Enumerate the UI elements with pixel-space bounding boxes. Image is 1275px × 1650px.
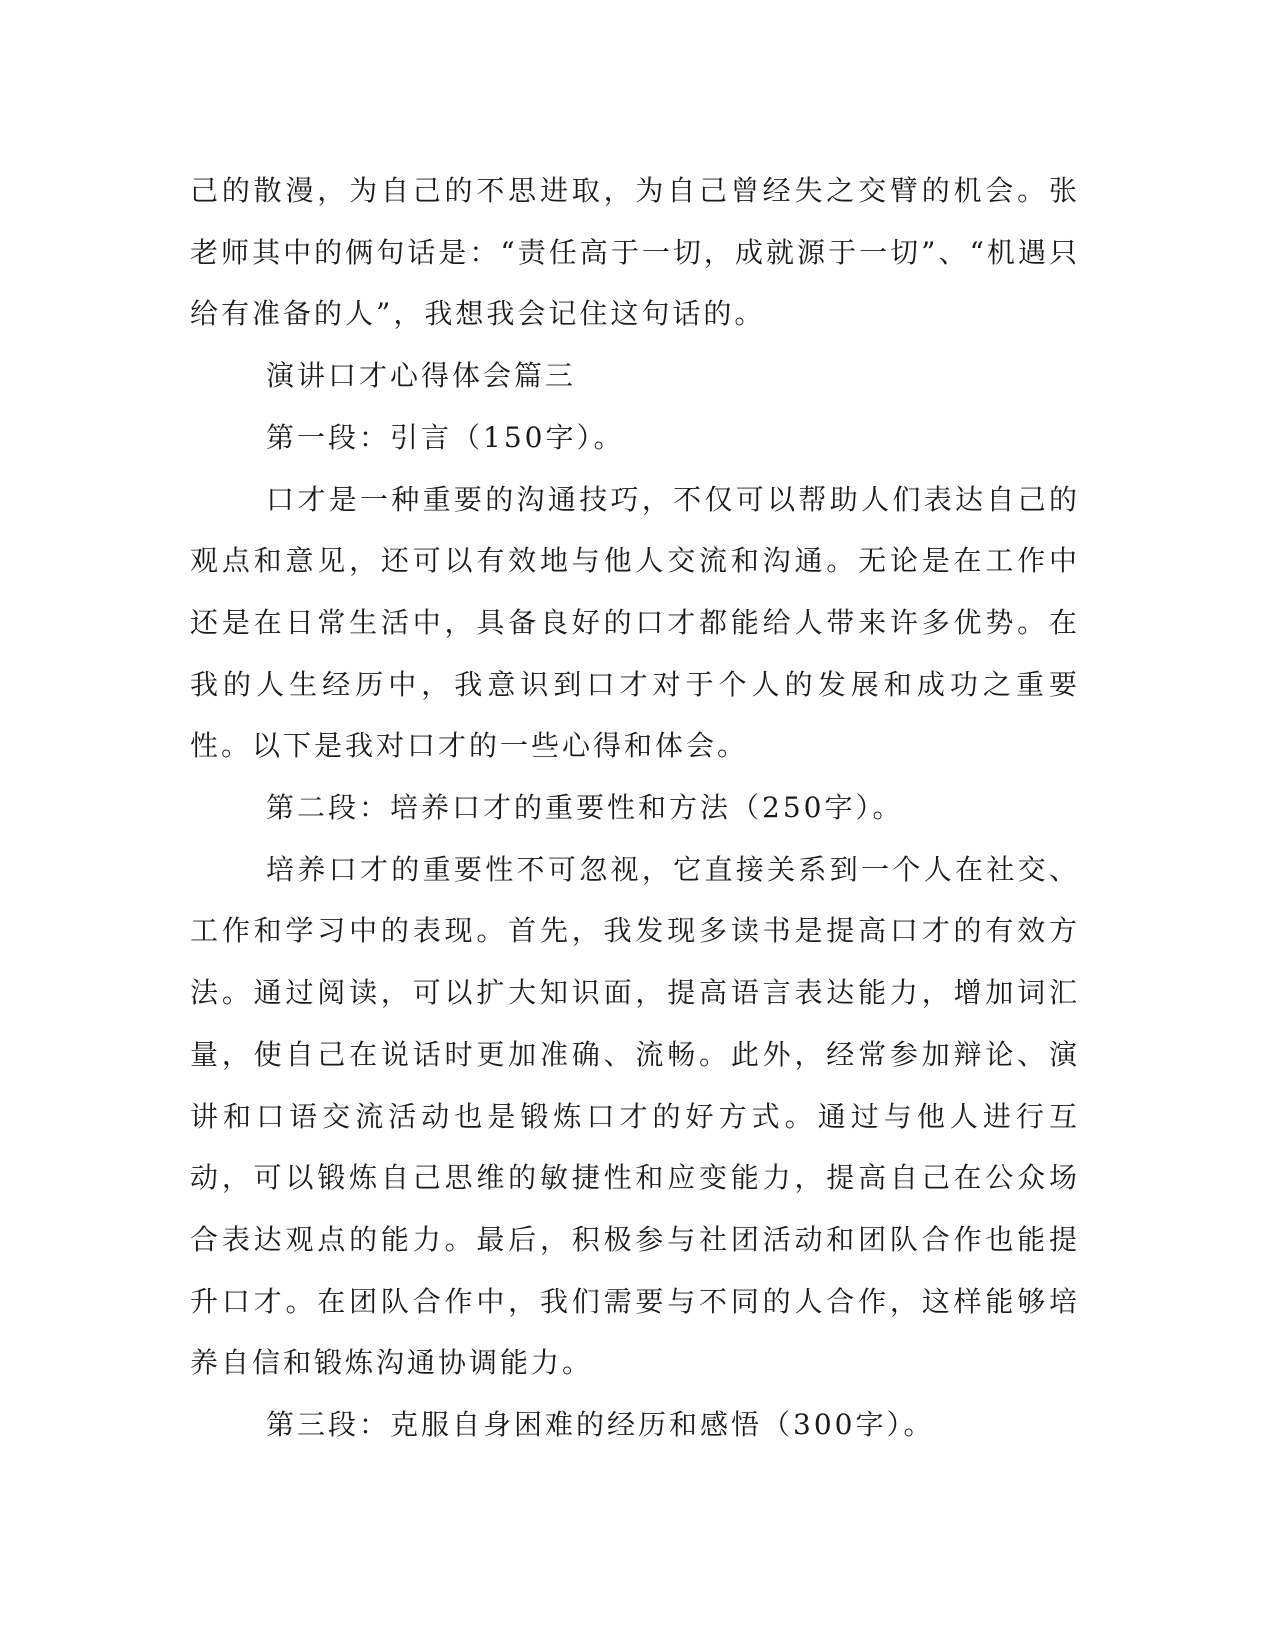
section-title: 演讲口才心得体会篇三	[266, 359, 577, 393]
document-body	[190, 160, 1080, 1456]
body-paragraph-importance-methods: 培养口才的重要性不可忽视，它直接关系到一个人在社交、工作和学习中的表现。首先，我发现多读书是提高口才的有效方法。通过阅读，可以扩大知识面，提高语言表达能力，增加词汇量，使自己在说话时更加准确、流畅。此外，经常参加辩论、演讲和口语交流活动也是锻炼口才的好方式。通过与他人进行互动，可以锻炼自己思维的敏捷性和应变能力，提高自己在公众场合表达观点的能力。最后，积极参与社团活动和团队合作也能提升口才。在团队合作中，我们需要与不同的人合作，这样能够培养自信和锻炼沟通协调能力。	[190, 852, 1080, 1380]
body-paragraph-introduction: 口才是一种重要的沟通技巧，不仅可以帮助人们表达自己的观点和意见，还可以有效地与他人交流和沟通。无论是在工作中还是在日常生活中，具备良好的口才都能给人带来许多优势。在我的人生经历中，我意识到口才对于个人的发展和成功之重要性。以下是我对口才的一些心得和体会。	[190, 482, 1080, 763]
continuation-paragraph: 己的散漫，为自己的不思进取，为自己曾经失之交臂的机会。张老师其中的俩句话是：“责任高于一切，成就源于一切”、“机遇只给有准备的人”，我想我会记住这句话的。	[190, 174, 1080, 331]
heading-introduction: 第一段：引言（150字）。	[266, 420, 625, 454]
heading-overcoming-difficulties: 第三段：克服自身困难的经历和感悟（300字）。	[266, 1408, 935, 1442]
heading-importance-methods: 第二段：培养口才的重要性和方法（250字）。	[266, 791, 904, 825]
